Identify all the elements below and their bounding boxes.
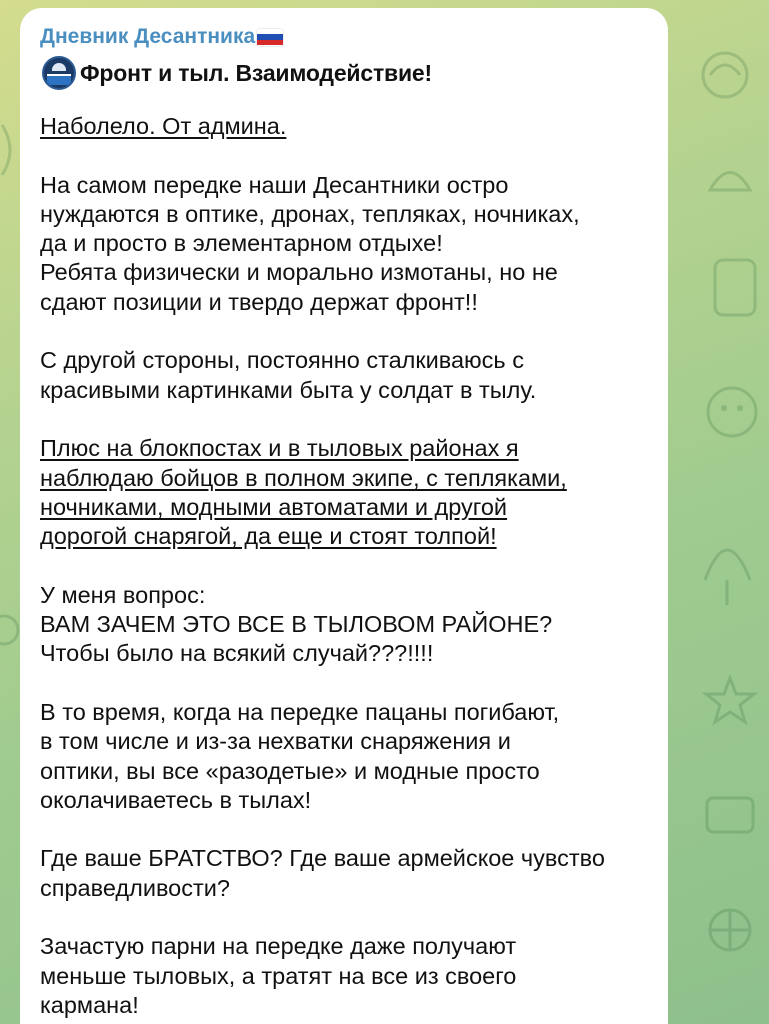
text-line: Плюс на блокпостах и в тыловых районах я bbox=[40, 435, 519, 462]
doodle-icon bbox=[0, 120, 22, 180]
text-line: меньше тыловых, а тратят на все из своего bbox=[40, 962, 517, 989]
post-title: Фронт и тыл. Взаимодействие! bbox=[80, 59, 432, 86]
text-line: нуждаются в оптике, дронах, тепляках, ночниках, bbox=[40, 200, 580, 227]
text-line: дорогой снарягой, да еще и стоят толпой! bbox=[40, 523, 497, 550]
channel-name-label: Дневник Десантника bbox=[40, 25, 256, 48]
text-line: наблюдаю бойцов в полном экипе, с тепляками, bbox=[40, 464, 567, 491]
doodle-icon bbox=[0, 600, 22, 660]
russian-flag-icon bbox=[257, 29, 283, 46]
post-title-row bbox=[40, 56, 646, 90]
paragraph-5 bbox=[40, 698, 646, 815]
doodle-icon bbox=[700, 380, 765, 445]
text-line: да и просто в элементарном отдыхе! bbox=[40, 230, 443, 257]
text-line: С другой стороны, постоянно сталкиваюсь с bbox=[40, 347, 524, 374]
text-line: околачиваетесь в тылах! bbox=[40, 786, 312, 813]
text-line: ВАМ ЗАЧЕМ ЭТО ВСЕ В ТЫЛОВОМ РАЙОНЕ? bbox=[40, 611, 553, 638]
heading-text: Наболело. От админа. bbox=[40, 113, 287, 139]
doodle-icon bbox=[700, 900, 760, 970]
paragraph-6 bbox=[40, 844, 646, 903]
channel-name[interactable] bbox=[40, 24, 646, 50]
text-line: Где ваше БРАТСТВО? Где ваше армейское чувство bbox=[40, 845, 605, 872]
text-line: в том числе и из-за нехватки снаряжения и bbox=[40, 728, 511, 755]
post-heading bbox=[40, 112, 646, 141]
text-line: сдают позиции и твердо держат фронт!! bbox=[40, 288, 478, 315]
paragraph-3-underlined bbox=[40, 434, 646, 551]
text-line: ночниками, модными автоматами и другой bbox=[40, 493, 508, 520]
paragraph-4 bbox=[40, 581, 646, 669]
text-line: На самом передке наши Десантники остро bbox=[40, 171, 509, 198]
text-line: оптики, вы все «разодетые» и модные просто bbox=[40, 757, 540, 784]
text-line: Зачастую парни на передке даже получают bbox=[40, 933, 517, 960]
text-line: красивыми картинками быта у солдат в тылу. bbox=[40, 376, 537, 403]
doodle-icon bbox=[705, 250, 765, 330]
text-line: У меня вопрос: bbox=[40, 581, 206, 608]
paragraph-1 bbox=[40, 171, 646, 317]
doodle-icon bbox=[695, 780, 765, 850]
doodle-icon bbox=[690, 520, 765, 610]
paragraph-2 bbox=[40, 346, 646, 405]
text-line: В то время, когда на передке пацаны погибают, bbox=[40, 698, 560, 725]
text-line: кармана! bbox=[40, 991, 139, 1018]
text-line: справедливости? bbox=[40, 874, 230, 901]
text-line: Ребята физически и морально измотаны, но не bbox=[40, 259, 558, 286]
message-text bbox=[40, 112, 646, 1020]
doodle-icon bbox=[700, 150, 760, 210]
paratrooper-badge-icon bbox=[42, 56, 76, 90]
doodle-icon bbox=[690, 40, 760, 110]
text-line: Чтобы было на всякий случай???!!!! bbox=[40, 640, 434, 667]
message-bubble[interactable] bbox=[20, 8, 668, 1024]
doodle-icon bbox=[700, 670, 760, 730]
paragraph-7 bbox=[40, 932, 646, 1020]
